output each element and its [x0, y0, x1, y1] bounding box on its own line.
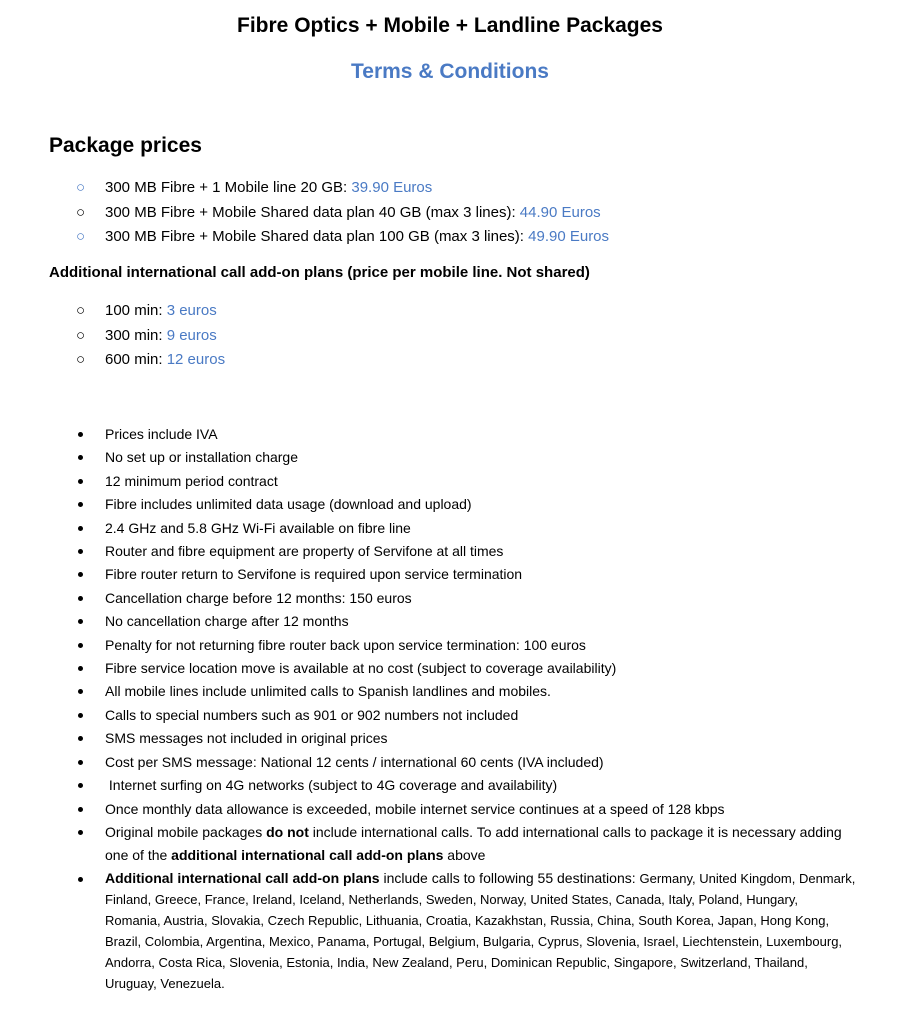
terms-item: [76, 446, 856, 469]
terms-item: [76, 680, 856, 703]
terms-item: [76, 774, 856, 797]
bullet-icon: [78, 643, 83, 648]
terms-item: [76, 751, 856, 774]
terms-item: [76, 517, 856, 540]
addon-item: [76, 348, 225, 373]
terms-text: Once monthly data allowance is exceeded, mobile internet service continues at a speed of 128 kbps: [105, 800, 725, 817]
addon-price: 9 euros: [166, 326, 217, 344]
terms-item: [76, 657, 856, 680]
document-title: Fibre Optics + Mobile + Landline Packages: [237, 14, 663, 37]
addon-label: 300 min:: [105, 326, 167, 344]
terms-text: 2.4 GHz and 5.8 GHz Wi-Fi available on fibre line: [105, 519, 411, 536]
package-price: 39.90 Euros: [351, 179, 433, 196]
terms-text: Calls to special numbers such as 901 or 902 numbers not included: [105, 706, 519, 723]
note-text: Original mobile packages: [105, 823, 267, 840]
note-emphasis: do not: [266, 823, 309, 840]
destinations-note-item: [76, 868, 856, 994]
terms-text: Internet surfing on 4G networks (subject to 4G coverage and availability): [105, 777, 558, 794]
addon-label: 100 min:: [105, 302, 167, 319]
addon-price: 12 euros: [166, 351, 226, 368]
bullet-icon: [78, 713, 83, 718]
terms-item: [76, 798, 856, 821]
package-label: 300 MB Fibre + 1 Mobile line 20 GB:: [105, 179, 352, 196]
terms-text: All mobile lines include unlimited calls to Spanish landlines and mobiles.: [105, 683, 551, 700]
terms-item: [76, 423, 856, 446]
terms-item: [76, 727, 856, 750]
package-label: 300 MB Fibre + Mobile Shared data plan 40 GB (max 3 lines):: [105, 203, 520, 221]
note-emphasis: additional international call add-on plans: [171, 847, 444, 864]
note-text: include international calls. To add international calls to package it is necessary adding one of the: [105, 823, 842, 864]
destinations-text: include calls to following 55 destinations:: [379, 869, 640, 886]
addon-item: [76, 324, 225, 349]
terms-item: [76, 493, 856, 516]
package-price: 49.90 Euros: [528, 228, 610, 245]
terms-text: 12 minimum period contract: [105, 472, 278, 489]
bullet-icon: [78, 689, 83, 694]
circle-bullet-icon: ○: [76, 203, 86, 221]
terms-item: [76, 540, 856, 563]
terms-text: No set up or installation charge: [105, 449, 298, 466]
destinations-country-list: Germany, United Kingdom, Denmark, Finland, Greece, France, Ireland, Iceland, Netherlands, Sweden, Norway, United States, Canada, Italy, Poland, Hungary, Romania, Austria, Slovakia, Czech Republic, Lithuania, Croatia, Kazakhstan, Russia, China, South Korea, Japan, Hong Kong, Brazil, Colombia, Argentina, Mexico, Panama, Portugal, Belgium, Bulgaria, Cyprus, Slovenia, Israel, Liechtenstein, Luxembourg, Andorra, Costa Rica, Slovenia, Estonia, India, New Zealand, Peru, Dominican Republic, Singapore, Switzerland, Thailand, Uruguay, Venezuela.: [105, 870, 856, 991]
terms-text: Penalty for not returning fibre router back upon service termination: 100 euros: [105, 636, 586, 653]
circle-bullet-icon: ○: [76, 326, 86, 344]
circle-bullet-icon: ○: [76, 228, 86, 245]
addon-label: 600 min:: [105, 351, 167, 368]
bullet-icon: [78, 432, 83, 437]
package-price-list: [76, 176, 609, 250]
bullet-icon: [78, 596, 83, 601]
package-prices-heading: Package prices: [49, 134, 202, 157]
package-item: [76, 201, 609, 226]
terms-text: No cancellation charge after 12 months: [105, 613, 349, 630]
bullet-icon: [78, 666, 83, 671]
bullet-icon: [78, 877, 83, 882]
addon-plan-list: [76, 299, 225, 373]
bullet-icon: [78, 572, 83, 577]
bullet-icon: [78, 807, 83, 812]
terms-text: Cancellation charge before 12 months: 150 euros: [105, 589, 412, 606]
international-note-item: [76, 821, 856, 868]
bullet-icon: [78, 549, 83, 554]
terms-text: Fibre service location move is available at no cost (subject to coverage availability): [105, 660, 617, 677]
terms-text: Cost per SMS message: National 12 cents / international 60 cents (IVA included): [105, 753, 604, 770]
bullet-icon: [78, 479, 83, 484]
terms-item: [76, 610, 856, 633]
package-label: 300 MB Fibre + Mobile Shared data plan 100 GB (max 3 lines):: [105, 228, 529, 245]
note-text: above: [443, 847, 486, 864]
package-item: [76, 176, 609, 201]
terms-text: Prices include IVA: [105, 426, 218, 442]
terms-item: [76, 634, 856, 657]
addon-price: 3 euros: [166, 302, 217, 319]
terms-item: [76, 563, 856, 586]
addon-plans-heading: Additional international call add-on plans (price per mobile line. Not shared): [49, 264, 590, 281]
bullet-icon: [78, 455, 83, 460]
addon-item: [76, 299, 225, 324]
document-subtitle: Terms & Conditions: [351, 60, 549, 83]
circle-bullet-icon: ○: [76, 302, 86, 319]
terms-list: [76, 423, 856, 994]
bullet-icon: [78, 736, 83, 741]
bullet-icon: [78, 619, 83, 624]
circle-bullet-icon: ○: [76, 351, 86, 368]
terms-text: Router and fibre equipment are property of Servifone at all times: [105, 543, 504, 560]
terms-item: [76, 470, 856, 493]
package-item: [76, 225, 609, 250]
terms-text: Fibre router return to Servifone is required upon service termination: [105, 566, 523, 583]
bullet-icon: [78, 526, 83, 531]
terms-item: [76, 704, 856, 727]
circle-bullet-icon: ○: [76, 179, 86, 196]
bullet-icon: [78, 830, 83, 835]
bullet-icon: [78, 783, 83, 788]
terms-text: Fibre includes unlimited data usage (download and upload): [105, 496, 472, 513]
package-price: 44.90 Euros: [519, 203, 601, 221]
terms-text: SMS messages not included in original prices: [105, 730, 388, 747]
bullet-icon: [78, 502, 83, 507]
destinations-emphasis: Additional international call add-on plans: [105, 869, 380, 886]
bullet-icon: [78, 760, 83, 765]
terms-item: [76, 587, 856, 610]
